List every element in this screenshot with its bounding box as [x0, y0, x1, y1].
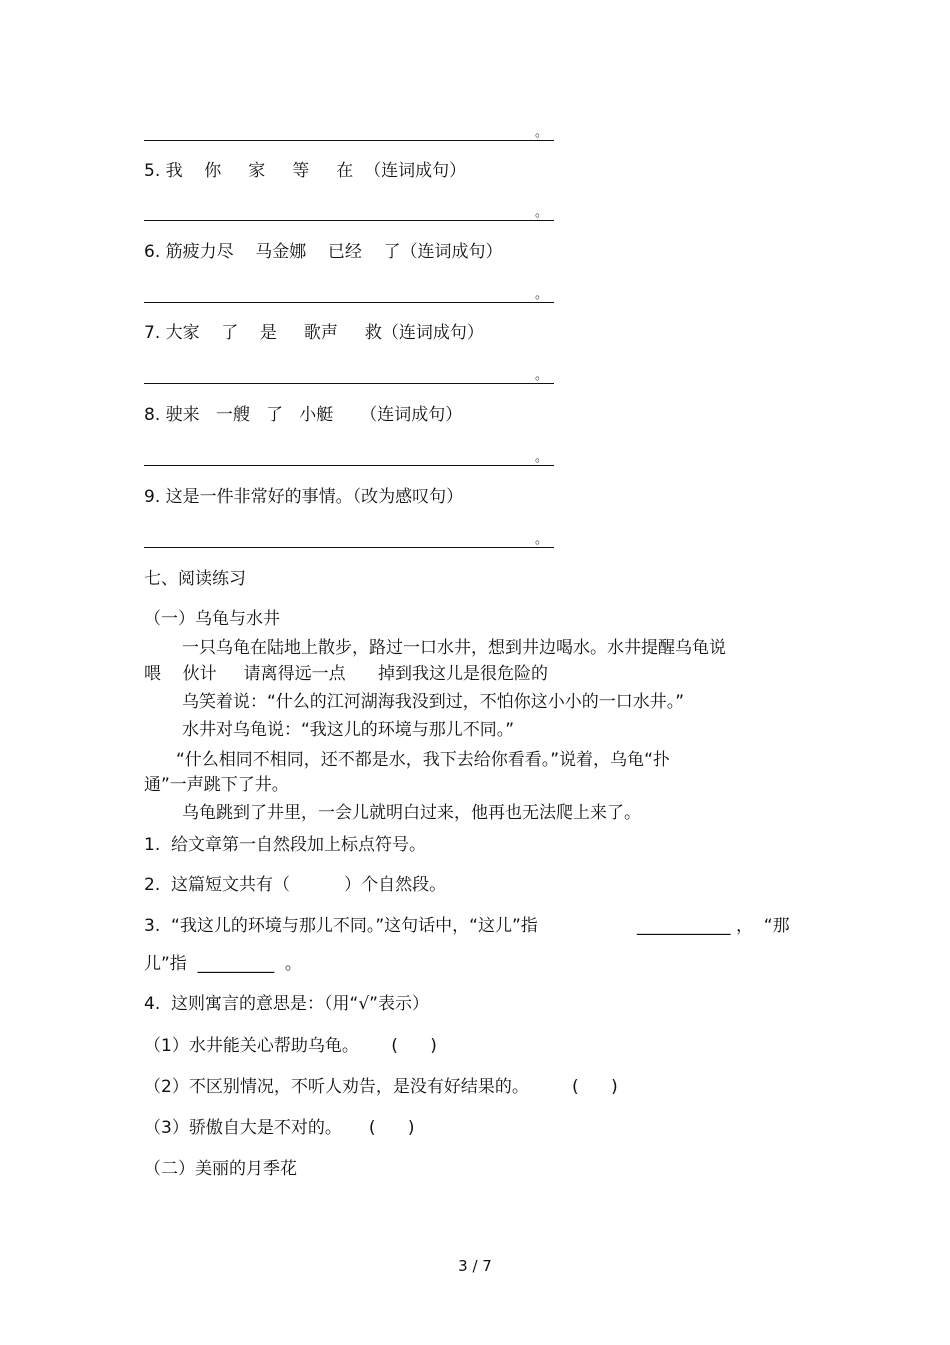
question-5: 5. 我 你 家 等 在 （连词成句）	[144, 161, 467, 181]
line-end-mark: 。	[535, 450, 549, 465]
passage-paragraph: “什么相同不相同，还不都是水，我下去给你看看。”说着，乌龟“扑	[176, 750, 670, 770]
passage-paragraph: 乌龟跳到了井里，一会儿就明白过来，他再也无法爬上来了。	[182, 803, 641, 823]
line-end-mark: 。	[535, 368, 549, 383]
question-6: 6. 筋疲力尽 马金娜 已经 了（连词成句）	[144, 242, 503, 262]
answer-blank: ___________	[637, 916, 731, 936]
passage-2-title: （二）美丽的月季花	[144, 1159, 297, 1179]
line-end-mark: 。	[535, 287, 549, 302]
reading-question-2: 2. 这篇短文共有（ ）个自然段。	[144, 875, 447, 895]
option-3: （3）骄傲自大是不对的。 ( )	[144, 1118, 415, 1138]
reading-question-3-cont: ， “那	[736, 916, 790, 936]
answer-line	[144, 383, 554, 384]
reading-question-4: 4. 这则寓言的意思是：（用“√”表示）	[144, 994, 429, 1014]
question-8: 8. 驶来 一艘 了 小艇 （连词成句）	[144, 405, 463, 425]
answer-line	[144, 465, 554, 466]
reading-question-3-line2: 儿”指 _________ 。	[144, 954, 302, 974]
answer-line	[144, 140, 554, 141]
line-end-mark: 。	[535, 532, 549, 547]
option-2: （2）不区别情况，不听人劝告，是没有好结果的。 ( )	[144, 1077, 618, 1097]
answer-line	[144, 547, 554, 548]
answer-line	[144, 302, 554, 303]
passage-paragraph: 通”一声跳下了井。	[144, 775, 289, 795]
passage-paragraph: 水井对乌龟说：“我这儿的环境与那儿不同。”	[182, 720, 515, 740]
page-number: 3 / 7	[458, 1257, 492, 1275]
passage-paragraph: 喂 伙计 请离得远一点 掉到我这儿是很危险的	[144, 664, 549, 684]
question-9: 9. 这是一件非常好的事情。（改为感叹句）	[144, 487, 464, 507]
line-end-mark: 。	[535, 205, 549, 220]
reading-question-1: 1. 给文章第一自然段加上标点符号。	[144, 835, 427, 855]
reading-question-3: 3. “我这儿的环境与那儿不同。”这句话中，“这儿”指	[144, 916, 538, 936]
question-7: 7. 大家 了 是 歌声 救（连词成句）	[144, 323, 484, 343]
passage-1-title: （一）乌龟与水井	[144, 609, 280, 629]
answer-line	[144, 220, 554, 221]
option-1: （1）水井能关心帮助乌龟。 ( )	[144, 1036, 437, 1056]
section-heading: 七、阅读练习	[144, 569, 246, 589]
passage-paragraph: 一只乌龟在陆地上散步，路过一口水井，想到井边喝水。水井提醒乌龟说	[182, 638, 726, 658]
line-end-mark: 。	[535, 125, 549, 140]
passage-paragraph: 乌笑着说：“什么的江河湖海我没到过，不怕你这小小的一口水井。”	[182, 692, 685, 712]
